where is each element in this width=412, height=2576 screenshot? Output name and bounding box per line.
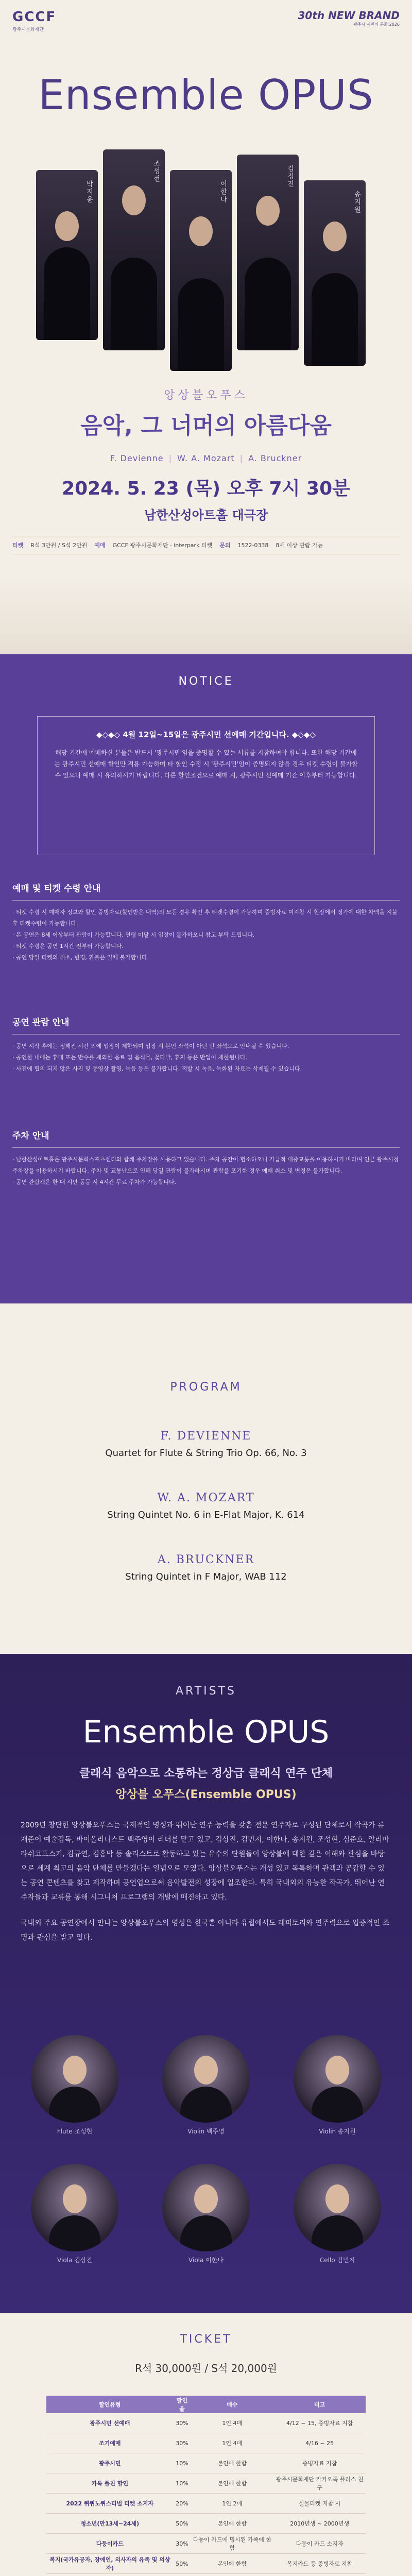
ticket-value: R석 3만원 / S석 2만원 xyxy=(30,542,88,549)
notice-section xyxy=(0,654,412,1303)
member-role: Violin 백주영 xyxy=(187,2128,225,2135)
portrait-body xyxy=(312,273,358,366)
portrait-body xyxy=(111,258,157,350)
ticket-section xyxy=(0,2313,412,2576)
portrait-face xyxy=(256,196,280,226)
member-grid xyxy=(21,2035,391,2303)
table-cell: 30% xyxy=(174,2413,191,2433)
table-row xyxy=(46,2494,366,2514)
portrait-name: 이한나 xyxy=(219,180,227,204)
hero-tagline: 음악, 그 너머의 아름다움 xyxy=(80,413,332,439)
portrait-face xyxy=(325,2184,349,2213)
portrait-face xyxy=(194,2056,218,2084)
program-work: String Quintet No. 6 in E-Flat Major, K. 614 xyxy=(107,1510,305,1520)
program-work: String Quintet in F Major, WAB 112 xyxy=(125,1571,287,1582)
portrait-face xyxy=(63,2184,87,2213)
list-item: · 본 공연은 8세 이상부터 관람이 가능합니다. 연령 미달 시 입장이 불가하오니 참고 부탁 드립니다. xyxy=(12,931,255,938)
artists-section xyxy=(0,1654,412,2313)
gccf-logo-sub: 광주시문화재단 xyxy=(12,27,44,32)
table-cell: 조기예매 xyxy=(46,2433,174,2453)
table-row xyxy=(46,2473,366,2494)
artists-heading: ARTISTS xyxy=(175,1685,237,1698)
member-photo xyxy=(31,2035,118,2123)
program-composer: A. BRUCKNER xyxy=(157,1553,255,1566)
member-role: Viola 김상진 xyxy=(57,2257,92,2264)
member-photo xyxy=(31,2164,118,2251)
table-cell: 10% xyxy=(174,2473,191,2494)
separator: | xyxy=(239,453,244,463)
member-photo xyxy=(294,2164,381,2251)
table-cell xyxy=(273,2574,366,2576)
member-photo xyxy=(294,2035,381,2123)
composer-bruckner: A. Bruckner xyxy=(248,453,302,463)
member-role: Cello 김민지 xyxy=(319,2257,355,2264)
table-row xyxy=(46,2413,366,2433)
table-cell xyxy=(191,2574,273,2576)
table-cell: 복지(국가유공자, 장애인, 의사자의 유족 및 의상자) xyxy=(46,2554,174,2574)
list-item: · 공연 당일 티켓의 취소, 변경, 환불은 일체 불가합니다. xyxy=(12,954,149,961)
member-photo xyxy=(162,2035,250,2123)
table-cell: 1인 2매 xyxy=(191,2494,273,2514)
portrait-1 xyxy=(36,170,98,340)
notice-box xyxy=(37,716,375,855)
table-cell: 본인에 한함 xyxy=(191,2514,273,2534)
anniversary-logo[interactable] xyxy=(298,9,400,27)
notice-block-viewing xyxy=(12,1015,400,1075)
ticket-heading: TICKET xyxy=(180,2333,232,2346)
composer-list xyxy=(0,453,412,463)
concert-venue: 남한산성아트홀 대극장 xyxy=(144,508,268,522)
ticket-price: R석 30,000원 / S석 20,000원 xyxy=(134,2362,277,2375)
portrait-name: 김정진 xyxy=(286,165,294,188)
gccf-logo-mark: GCCF xyxy=(12,9,57,25)
portrait-face xyxy=(189,216,213,246)
table-row xyxy=(46,2574,366,2576)
portrait-2 xyxy=(103,149,165,350)
table-row xyxy=(46,2554,366,2574)
hero-section xyxy=(0,0,412,654)
list-item: · 티켓 수령은 공연 1시간 전부터 가능합니다. xyxy=(12,943,124,950)
list-item: · 사전에 협의 되지 않은 사진 및 동영상 촬영, 녹음 등은 불가합니다. 적발 시 녹음, 녹화된 자료는 삭제될 수 있습니다. xyxy=(12,1065,302,1072)
table-cell: 본인에 한함 xyxy=(191,2554,273,2574)
notice-list xyxy=(12,1041,400,1075)
portrait-body xyxy=(49,2087,100,2123)
notice-block-parking xyxy=(12,1128,400,1188)
member-role: Violin 송지원 xyxy=(319,2128,356,2135)
top-logos xyxy=(12,9,400,40)
program-item-bruckner xyxy=(0,1553,412,1582)
portrait-face xyxy=(323,222,347,251)
artists-subtitle: 클래식 음악으로 소통하는 정상급 클래식 연주 단체 xyxy=(79,1767,333,1780)
member-card xyxy=(294,2035,381,2136)
member-card xyxy=(31,2164,118,2264)
member-photo xyxy=(162,2164,250,2251)
table-cell: 본인에 한함 xyxy=(191,2473,273,2494)
table-cell: 50% xyxy=(174,2554,191,2574)
member-card xyxy=(162,2164,250,2264)
artists-title: Ensemble OPUS xyxy=(82,1714,330,1750)
table-cell: 청소년(만13세~24세) xyxy=(46,2514,174,2534)
portrait-face xyxy=(325,2056,349,2084)
info-strip xyxy=(12,536,400,554)
portrait-body xyxy=(180,2215,232,2251)
booking-label: 예매 xyxy=(94,542,106,549)
list-item: · 공연한 내에는 휴대 또는 반수를 제외한 음료 및 음식물, 꽃다발, 휴지 등은 반입이 제한됩니다. xyxy=(12,1054,248,1061)
concert-datetime: 2024. 5. 23 (목) 오후 7시 30분 xyxy=(62,478,350,499)
discount-table xyxy=(46,2396,366,2576)
table-cell: 20% xyxy=(174,2494,191,2514)
notice-block-booking xyxy=(12,881,400,963)
notice-block-title: 공연 관람 안내 xyxy=(12,1015,400,1035)
portrait-3 xyxy=(170,170,232,371)
table-cell: 본인에 한함 xyxy=(191,2453,273,2473)
hero-title: Ensemble OPUS xyxy=(38,71,374,119)
member-card xyxy=(162,2035,250,2136)
hero-subtitle-kr: 앙상블오푸스 xyxy=(164,389,248,402)
list-item: · 남한산성아트홀은 광주시문화스포츠센터와 함께 주차장을 사용하고 있습니다. 주차 공간이 협소하오니 가급적 대중교통을 이용하시기 바라며 인근 광주시청 주차장을 이용하시기 바랍니다. 주차 및 교통난으로 인해 당일 관람이 불가하시며 관람을 포기한 경우 예매 취소 및 변경은 불가합니다. xyxy=(12,1156,399,1174)
table-row xyxy=(46,2534,366,2554)
booking-value[interactable]: GCCF 광주시문화재단 · interpark 티켓 xyxy=(112,542,213,549)
portrait-group xyxy=(36,149,376,371)
portrait-face xyxy=(63,2056,87,2084)
artists-description: 2009년 창단한 앙상블오푸스는 국제적인 명성과 뛰어난 연주 능력을 갖춘 전문 연주자로 구성된 단체로서 작곡가 류재준이 예술감독, 바이올리니스트 백주영이 리더를 맡고 있고, 김상진, 김민지, 이한나, 송지원, 조성현, 심준호, 알리마 라쉬코프스키, 김규연, 김홍박 등 솔리스트로 활동하고 있는 유수의 단원들이 앙상블에 대한 깊은 이해와 관심을 바탕으로 세계 최고의 음악 단체를 만들겠다는 일념으로 모였다. 앙상블오푸스는 개성 있고 독특하며 관객과 공감할 수 있는 공연 콘텐츠를 찾고 제작하며 공연업으로써 음악발전의 성장에 일조한다. 특히 국내외의 유능한 작곡가, 뛰어난 연주자들과 교류를 통해 시그니처 프로그램의 개발에 매진하고 있다. xyxy=(21,1821,389,1902)
notice-block-title: 주차 안내 xyxy=(12,1128,400,1148)
notice-text: 해당 기간에 예매하신 분들은 반드시 '광주시민'임을 증명할 수 있는 서류를 지참하여야 합니다. 또한 해당 기간에는 광주시민 선예매 할인만 적용 가능하며 타 할인 수정 시 '광주시민'임이 증명되지 않을 경우 티켓 수령이 불가할 수 있으니 예매 시 유의하시기 바랍니다. 다른 할인조건으로 예매 시, 광주시민 선예매 기간 이후부터 가능합니다. xyxy=(54,749,358,779)
column-header: 비고 xyxy=(273,2396,366,2413)
ticket-label: 티켓 xyxy=(12,542,24,549)
artists-description-2: 국내외 주요 공연장에서 만나는 앙상블오푸스의 명성은 한국뿐 아니라 유럽에서도 레퍼토리와 연주력으로 입증적인 조명과 관심을 받고 있다. xyxy=(21,1919,390,1942)
table-cell: 광주시문화재단 카카오톡 플러스 친구 xyxy=(273,2473,366,2494)
composer-devienne: F. Devienne xyxy=(110,453,164,463)
portrait-5 xyxy=(304,180,366,366)
program-composer: F. DEVIENNE xyxy=(160,1430,252,1443)
hero-bottom-fade xyxy=(0,577,412,654)
list-item: · 공연 관람객은 한 대 시만 동등 시 4시간 무료 주차가 가능합니다. xyxy=(12,1179,177,1185)
table-cell: 30% xyxy=(174,2534,191,2554)
program-item-mozart xyxy=(0,1492,412,1520)
table-cell: 실물티켓 지참 시 xyxy=(273,2494,366,2514)
portrait-body xyxy=(178,278,224,371)
member-role: Viola 이한나 xyxy=(188,2257,224,2264)
table-cell xyxy=(46,2574,174,2576)
portrait-body xyxy=(49,2215,100,2251)
inquiry-value[interactable]: 1522-0338 xyxy=(237,541,269,549)
program-item-devienne xyxy=(0,1430,412,1459)
list-item: · 티켓 수령 시 예매자 정보와 할인 증빙자료(할인받은 내역)의 모든 경유 확인 후 티켓수령이 가능하며 증빙자료 미지참 시 현장에서 정가에 대한 차액을 지불 후 티켓수령이 가능합니다. xyxy=(12,909,398,927)
table-cell: 1인 4매 xyxy=(191,2413,273,2433)
column-header: 할인율 xyxy=(174,2396,191,2413)
portrait-name: 박지윤 xyxy=(85,180,93,204)
program-work: Quartet for Flute & String Trio Op. 66, No. 3 xyxy=(105,1448,307,1459)
gccf-logo[interactable] xyxy=(12,9,56,32)
program-heading: PROGRAM xyxy=(170,1381,242,1394)
notice-list xyxy=(12,907,400,963)
artists-ensemble-name: 앙상블 오푸스(Ensemble OPUS) xyxy=(115,1788,297,1801)
table-cell: 증빙자료 지참 xyxy=(273,2453,366,2473)
portrait-name: 송지원 xyxy=(353,191,360,214)
portrait-name: 조성현 xyxy=(152,160,160,183)
portrait-body xyxy=(180,2087,232,2123)
composer-mozart: W. A. Mozart xyxy=(177,453,235,463)
table-cell: 복지카드 등 증빙자료 지참 xyxy=(273,2554,366,2574)
table-header-row xyxy=(46,2396,366,2413)
program-composer: W. A. MOZART xyxy=(157,1492,255,1504)
column-header: 할인유형 xyxy=(46,2396,174,2413)
column-header: 매수 xyxy=(191,2396,273,2413)
portrait-4 xyxy=(237,155,299,350)
table-cell: 10% xyxy=(174,2453,191,2473)
table-row xyxy=(46,2514,366,2534)
table-cell: 4/12 ~ 15, 증빙자료 지참 xyxy=(273,2413,366,2433)
table-cell: 광주시민 선예매 xyxy=(46,2413,174,2433)
list-item: · 공연 시작 후에는 정해진 시간 외에 입장이 제한되며 입장 시 본인 좌석이 아닌 빈 좌석으로 안내될 수 있습니다. xyxy=(12,1043,289,1049)
portrait-body xyxy=(312,2215,363,2251)
separator: | xyxy=(168,453,173,463)
portrait-body xyxy=(245,258,291,350)
portrait-body xyxy=(44,247,90,340)
table-cell: 30% xyxy=(174,2433,191,2453)
table-cell: 4/16 ~ 25 xyxy=(273,2433,366,2453)
portrait-face xyxy=(55,211,79,241)
member-card xyxy=(294,2164,381,2264)
discount-table-body xyxy=(46,2413,366,2576)
member-card xyxy=(31,2035,118,2136)
anniversary-logo-sub: 광주시 시민의 문화 2026 xyxy=(353,22,400,27)
portrait-body xyxy=(312,2087,363,2123)
portrait-face xyxy=(194,2184,218,2213)
inquiry-label: 문의 xyxy=(219,542,231,549)
table-cell: 다둥이 카드 소지자 xyxy=(273,2534,366,2554)
table-cell: 50% xyxy=(174,2514,191,2534)
table-cell: 광주시민 xyxy=(46,2453,174,2473)
table-cell: 다둥이 카드에 명시된 가족에 한함 xyxy=(191,2534,273,2554)
notice-highlight: ◆◇◆◇ 4월 12일~15일은 광주시민 선예매 기간입니다. ◆◇◆◇ xyxy=(96,730,316,739)
member-role: Flute 조성현 xyxy=(57,2128,93,2135)
table-cell: 카톡 플친 할인 xyxy=(46,2473,174,2494)
program-section xyxy=(0,1303,412,1654)
table-cell: 2010년생 ~ 2000년생 xyxy=(273,2514,366,2534)
table-row xyxy=(46,2433,366,2453)
table-cell: 다둥이카드 xyxy=(46,2534,174,2554)
anniversary-logo-mark: 30th NEW BRAND xyxy=(298,9,400,22)
age-limit: 8세 이상 관람 가능 xyxy=(276,542,323,549)
table-row xyxy=(46,2453,366,2473)
table-cell xyxy=(174,2574,191,2576)
portrait-face xyxy=(122,185,146,215)
notice-block-title: 예매 및 티켓 수령 안내 xyxy=(12,881,400,901)
table-cell: 2022 퀴퀴노퀴스티벌 티켓 소지자 xyxy=(46,2494,174,2514)
notice-list xyxy=(12,1154,400,1188)
table-cell: 1인 4매 xyxy=(191,2433,273,2453)
notice-heading: NOTICE xyxy=(178,675,234,688)
